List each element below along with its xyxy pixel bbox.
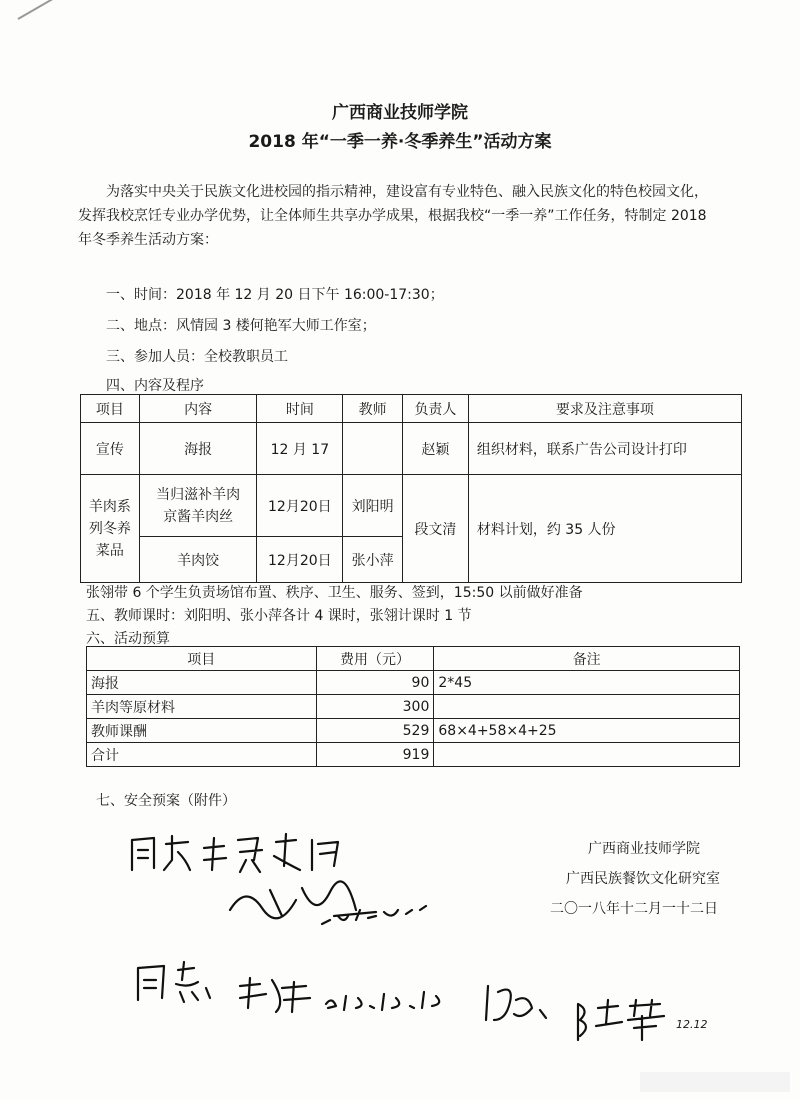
budget-header-note: 备注 [434, 647, 740, 671]
table-row [81, 475, 742, 537]
col-header-time: 时间 [257, 395, 343, 423]
cell-time: 12月20日 [257, 537, 343, 583]
cell-content: 羊肉饺 [139, 537, 257, 583]
budget-cost: 919 [316, 743, 434, 767]
table-row [87, 743, 740, 767]
budget-item: 合计 [87, 743, 317, 767]
cell-time: 12月20日 [257, 475, 343, 537]
item-place: 二、地点：风情园 3 楼何艳军大师工作室； [106, 318, 376, 334]
table-row [87, 695, 740, 719]
scan-edge-mark [18, 0, 71, 20]
cell-project: 羊肉系列冬养菜品 [81, 475, 140, 583]
teacher-hours: 五、教师课时：刘阳明、张小萍各计 4 课时，张翎计课时 1 节 [86, 608, 472, 624]
handwritten-signature-3 [480, 980, 560, 1030]
budget-cost: 529 [316, 719, 434, 743]
budget-heading: 六、活动预算 [86, 631, 170, 647]
cell-time: 12 月 17 [257, 423, 343, 475]
handwritten-approval-1 [128, 830, 358, 880]
cell-teacher: 刘阳明 [343, 475, 403, 537]
budget-cost: 90 [316, 671, 434, 695]
budget-item: 教师课酬 [87, 719, 317, 743]
document-title: 2018 年“一季一养·冬季养生”活动方案 [248, 132, 552, 152]
safety-plan: 七、安全预案（附件） [96, 793, 236, 809]
budget-header-item: 项目 [87, 647, 317, 671]
cell-note: 组织材料，联系广告公司设计打印 [468, 423, 741, 475]
cell-note: 材料计划，约 35 人份 [468, 475, 741, 583]
table-row [87, 719, 740, 743]
item-content: 四、内容及程序 [106, 378, 204, 394]
cell-teacher [343, 423, 403, 475]
cell-content: 当归滋补羊肉 京酱羊肉丝 [139, 475, 257, 537]
table-row [81, 423, 742, 475]
budget-header-cost: 费用（元） [316, 647, 434, 671]
budget-note: 68×4+58×4+25 [434, 719, 740, 743]
budget-item: 海报 [87, 671, 317, 695]
col-header-project: 项目 [81, 395, 140, 423]
intro-paragraph: 为落实中央关于民族文化进校园的指示精神，建设富有专业特色、融入民族文化的特色校园文化，发挥我校烹饪专业办学优势，让全体师生共享办学成果，根据我校“一季一养”工作任务，特制定 2018 年冬季养生活动方案： [78, 184, 708, 248]
item-time: 一、时间：2018 年 12 月 20 日下午 16:00-17:30； [106, 287, 444, 303]
col-header-teacher: 教师 [343, 395, 403, 423]
program-table [80, 394, 742, 583]
org-name-research: 广西民族餐饮文化研究室 [566, 871, 720, 887]
cell-owner: 赵颖 [403, 423, 469, 475]
table-row [87, 671, 740, 695]
program-header-row [81, 395, 742, 423]
item-people: 三、参加人员：全校教职员工 [106, 349, 288, 365]
budget-note: 2*45 [434, 671, 740, 695]
budget-item: 羊肉等原材料 [87, 695, 317, 719]
col-header-owner: 负责人 [403, 395, 469, 423]
handwritten-date-small: 12.12 [676, 1018, 708, 1031]
cell-content: 海报 [139, 423, 257, 475]
handwritten-signature-1 [226, 880, 456, 930]
scanner-watermark [640, 1072, 790, 1092]
org-name-school: 广西商业技师学院 [588, 841, 700, 857]
handwritten-approval-2 [132, 958, 222, 1008]
cell-owner: 段文清 [403, 475, 469, 583]
col-header-content: 内容 [139, 395, 257, 423]
handwritten-signature-2 [236, 972, 466, 1022]
cell-teacher: 张小萍 [343, 537, 403, 583]
budget-cost: 300 [316, 695, 434, 719]
budget-note [434, 695, 740, 719]
col-header-note: 要求及注意事项 [468, 395, 741, 423]
budget-note [434, 743, 740, 767]
staff-arrangement: 张翎带 6 个学生负责场馆布置、秩序、卫生、服务、签到，15:50 以前做好准备 [86, 585, 583, 601]
school-title: 广西商业技师学院 [332, 103, 468, 123]
cell-project: 宣传 [81, 423, 140, 475]
budget-table [86, 646, 740, 767]
signature-date: 二〇一八年十二月一十二日 [550, 901, 718, 917]
budget-header-row [87, 647, 740, 671]
